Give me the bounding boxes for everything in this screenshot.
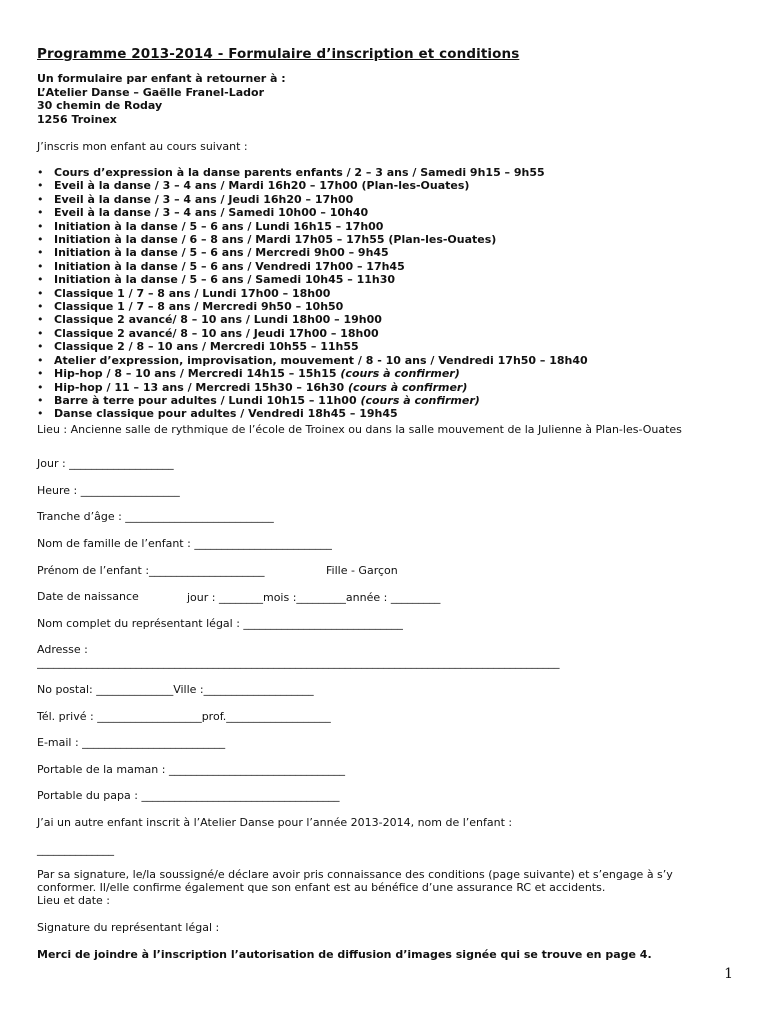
bullet-icon: • <box>37 313 44 327</box>
course-text: Hip-hop / 8 – 10 ans / Mercredi 14h15 – 15h15 <box>54 367 341 381</box>
course-note: (cours à confirmer) <box>348 380 468 394</box>
field-father-mobile[interactable]: Portable du papa : ____________________________________ <box>37 789 340 802</box>
course-text: Initiation à la danse / 5 – 6 ans / Vendredi 17h00 – 17h45 <box>54 259 405 273</box>
signature-label[interactable]: Signature du représentant légal : <box>37 921 220 934</box>
field-phone[interactable]: Tél. privé : ___________________prof.___________________ <box>37 710 331 723</box>
field-hour[interactable]: Heure : __________________ <box>37 484 180 497</box>
course-text: Initiation à la danse / 5 – 6 ans / Lundi 16h15 – 17h00 <box>54 219 384 233</box>
course-item[interactable] <box>37 354 737 367</box>
course-item[interactable] <box>37 193 737 206</box>
field-other-child[interactable]: ______________ <box>37 843 114 856</box>
course-text: Initiation à la danse / 5 – 6 ans / Mercredi 9h00 – 9h45 <box>54 246 389 260</box>
course-item[interactable] <box>37 394 737 407</box>
bullet-icon: • <box>37 166 44 179</box>
bullet-icon: • <box>37 219 44 233</box>
address-line-1: Un formulaire par enfant à retourner à : <box>37 72 286 85</box>
address-line-2: L’Atelier Danse – Gaëlle Franel-Lador <box>37 85 265 99</box>
page-number: 1 <box>724 966 733 982</box>
course-item[interactable] <box>37 260 737 273</box>
field-postal-city[interactable]: No postal: ______________Ville :____________________ <box>37 683 314 696</box>
other-child-label: J’ai un autre enfant inscrit à l’Atelier Danse pour l’année 2013-2014, nom de l’enfant : <box>37 816 513 829</box>
field-age-range[interactable]: Tranche d’âge : ___________________________ <box>37 510 274 523</box>
course-item[interactable] <box>37 300 737 313</box>
course-text: Hip-hop / 11 – 13 ans / Mercredi 15h30 – 16h30 <box>54 380 349 394</box>
course-note: (cours à confirmer) <box>340 367 460 381</box>
field-address[interactable]: _______________________________________________________________________________________________ <box>37 656 560 669</box>
bullet-icon: • <box>37 326 44 340</box>
declaration-line-2: conformer. Il/elle confirme également que son enfant est au bénéfice d’une assurance RC et accidents. <box>37 881 606 894</box>
field-email[interactable]: E-mail : __________________________ <box>37 736 226 749</box>
course-item[interactable] <box>37 220 737 233</box>
bullet-icon: • <box>37 407 44 421</box>
course-text: Classique 1 / 7 – 8 ans / Mercredi 9h50 – 10h50 <box>54 300 344 314</box>
course-note: (cours à confirmer) <box>360 393 480 407</box>
course-list <box>37 166 737 421</box>
course-item[interactable] <box>37 287 737 300</box>
bullet-icon: • <box>37 246 44 260</box>
course-text: Classique 1 / 7 – 8 ans / Lundi 17h00 – 18h00 <box>54 286 331 300</box>
course-text: Eveil à la danse / 3 – 4 ans / Mardi 16h20 – 17h00 (Plan-les-Ouates) <box>54 179 470 193</box>
field-child-firstname[interactable]: Prénom de l’enfant :_____________________ <box>37 564 265 577</box>
course-text: Classique 2 avancé/ 8 – 10 ans / Jeudi 17h00 – 18h00 <box>54 326 379 340</box>
page-title: Programme 2013-2014 - Formulaire d’inscription et conditions <box>37 46 520 62</box>
bullet-icon: • <box>37 206 44 220</box>
course-item[interactable] <box>37 206 737 219</box>
declaration-line-1: Par sa signature, le/la soussigné/e déclare avoir pris connaissance des conditions (page suivante) et s’engage à s’y <box>37 868 673 881</box>
form-page <box>37 46 737 436</box>
field-day[interactable]: Jour : ___________________ <box>37 457 174 470</box>
bullet-icon: • <box>37 353 44 367</box>
gender-choice[interactable]: Fille - Garçon <box>326 564 398 577</box>
course-item[interactable] <box>37 340 737 353</box>
course-item[interactable] <box>37 273 737 286</box>
course-item[interactable] <box>37 407 737 420</box>
course-text: Danse classique pour adultes / Vendredi 18h45 – 19h45 <box>54 407 398 421</box>
field-mother-mobile[interactable]: Portable de la maman : ________________________________ <box>37 763 345 776</box>
intro-text: J’inscris mon enfant au cours suivant : <box>37 140 248 153</box>
course-text: Atelier d’expression, improvisation, mouvement / 8 - 10 ans / Vendredi 17h50 – 18h40 <box>54 353 588 367</box>
course-text: Eveil à la danse / 3 – 4 ans / Jeudi 16h20 – 17h00 <box>54 192 354 206</box>
bullet-icon: • <box>37 380 44 394</box>
mailing-address <box>37 72 737 126</box>
bullet-icon: • <box>37 300 44 314</box>
course-item[interactable] <box>37 233 737 246</box>
course-text: Classique 2 avancé/ 8 – 10 ans / Lundi 18h00 – 19h00 <box>54 313 382 327</box>
field-birthdate[interactable]: jour : ________mois :_________année : _________ <box>187 591 441 604</box>
bullet-icon: • <box>37 179 44 193</box>
course-text: Cours d’expression à la danse parents enfants / 2 – 3 ans / Samedi 9h15 – 9h55 <box>54 166 545 179</box>
bullet-icon: • <box>37 273 44 287</box>
bullet-icon: • <box>37 340 44 354</box>
course-text: Eveil à la danse / 3 – 4 ans / Samedi 10h00 – 10h40 <box>54 206 369 220</box>
bullet-icon: • <box>37 192 44 206</box>
course-item[interactable] <box>37 367 737 380</box>
field-child-lastname[interactable]: Nom de famille de l’enfant : _________________________ <box>37 537 332 550</box>
course-text: Classique 2 / 8 – 10 ans / Mercredi 10h55 – 11h55 <box>54 340 359 354</box>
bullet-icon: • <box>37 259 44 273</box>
address-line-4: 1256 Troinex <box>37 112 117 126</box>
course-item[interactable] <box>37 327 737 340</box>
bullet-icon: • <box>37 286 44 300</box>
course-text: Initiation à la danse / 6 – 8 ans / Mardi 17h05 – 17h55 (Plan-les-Ouates) <box>54 233 497 247</box>
field-legal-representative[interactable]: Nom complet du représentant légal : _____________________________ <box>37 617 403 630</box>
birthdate-label: Date de naissance <box>37 590 139 603</box>
course-item[interactable] <box>37 246 737 259</box>
image-consent-note: Merci de joindre à l’inscription l’autorisation de diffusion d’images signée qui se trouve en page 4. <box>37 948 652 961</box>
bullet-icon: • <box>37 367 44 381</box>
course-item[interactable] <box>37 166 737 179</box>
address-line-3: 30 chemin de Roday <box>37 99 163 112</box>
course-item[interactable] <box>37 179 737 192</box>
declaration <box>37 868 737 907</box>
location-text: Lieu : Ancienne salle de rythmique de l’école de Troinex ou dans la salle mouvement de la Julienne à Plan-les-Ouates <box>37 422 682 436</box>
bullet-icon: • <box>37 393 44 407</box>
address-label: Adresse : <box>37 643 88 656</box>
bullet-icon: • <box>37 233 44 247</box>
course-item[interactable] <box>37 381 737 394</box>
course-item[interactable] <box>37 313 737 326</box>
course-text: Barre à terre pour adultes / Lundi 10h15 – 11h00 <box>54 393 361 407</box>
course-text: Initiation à la danse / 5 – 6 ans / Samedi 10h45 – 11h30 <box>54 273 396 287</box>
place-date-label[interactable]: Lieu et date : <box>37 894 111 907</box>
